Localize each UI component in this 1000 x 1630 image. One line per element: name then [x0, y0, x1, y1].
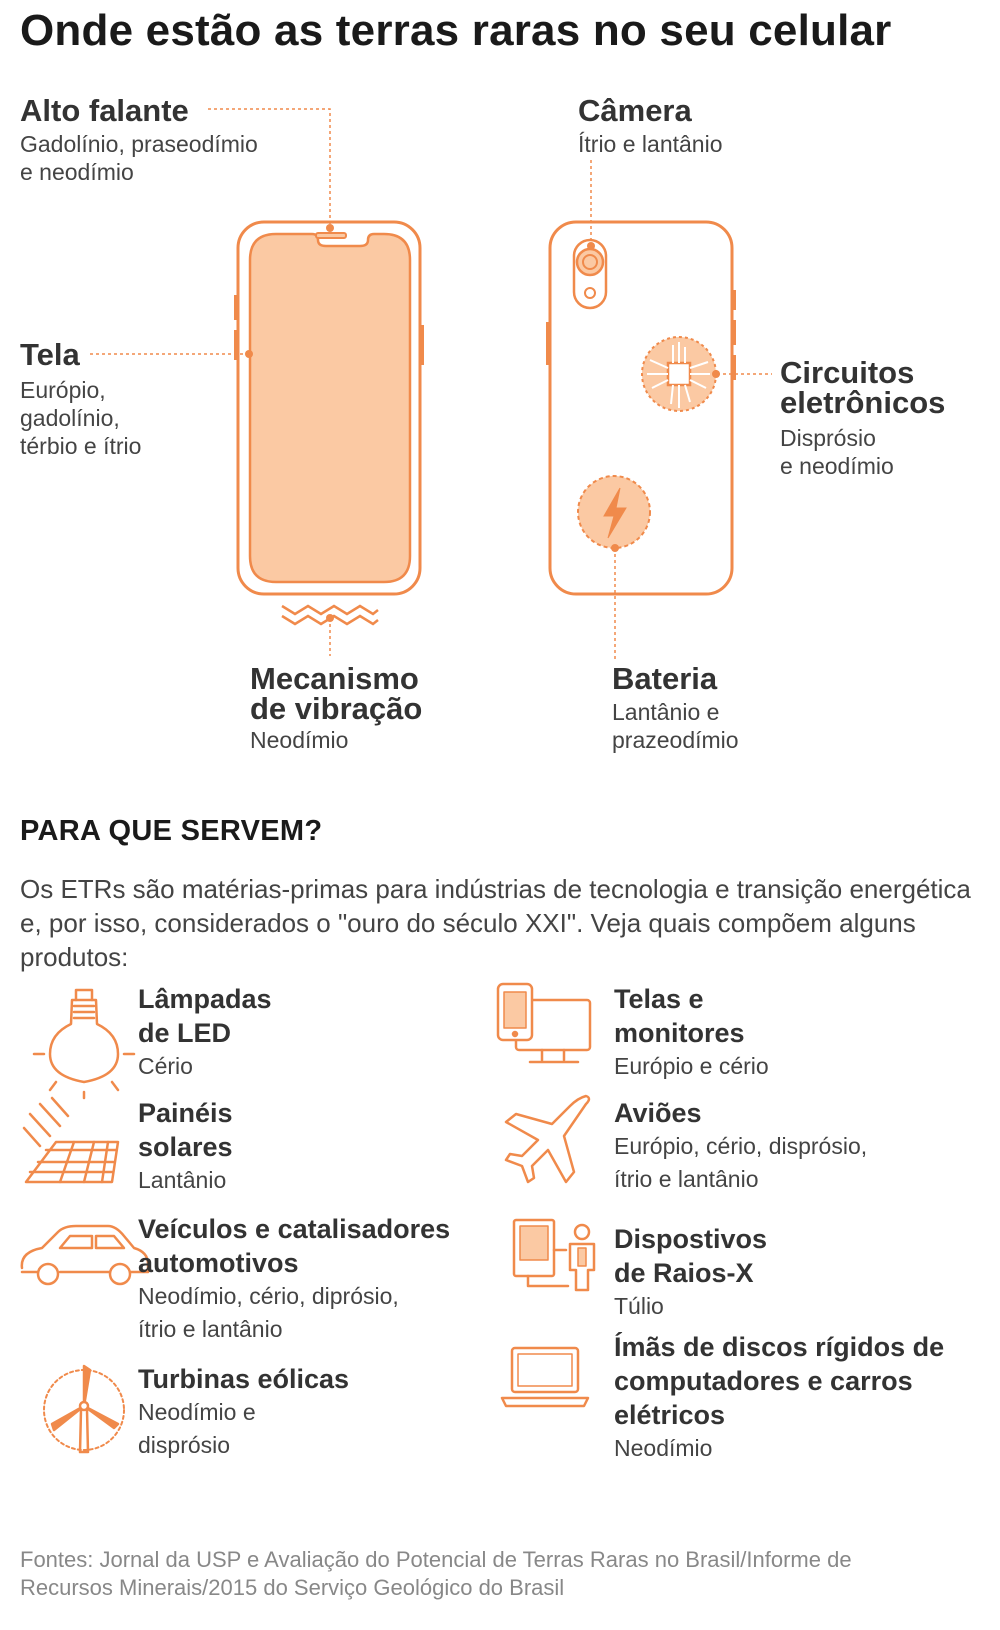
car-icon	[22, 1226, 148, 1284]
circuits-text-2: e neodímio	[780, 453, 894, 479]
wind-text-2: disprósio	[138, 1432, 231, 1458]
page-title: Onde estão as terras raras no seu celular	[20, 6, 892, 55]
laptop-icon	[502, 1348, 588, 1406]
product-led	[138, 982, 272, 1083]
camera-text-1: Ítrio e lantânio	[578, 131, 723, 157]
product-xray	[614, 1222, 767, 1323]
vibration-heading-1: Mecanismo	[250, 661, 419, 696]
circuits-heading-2: eletrônicos	[780, 385, 946, 420]
vibration-heading-2: de vibração	[250, 691, 423, 726]
planes-text-1: Európio, cério, disprósio,	[614, 1133, 868, 1159]
xray-heading-2: de Raios-X	[614, 1258, 754, 1288]
led-text-1: Cério	[138, 1053, 193, 1079]
sources-line-2: Recursos Minerais/2015 do Serviço Geológico do Brasil	[20, 1575, 565, 1600]
product-magnets	[614, 1330, 944, 1465]
magnets-heading-1: Ímãs de discos rígidos de	[614, 1332, 945, 1362]
planes-heading-1: Aviões	[614, 1098, 702, 1128]
screens-text-1: Európio e cério	[614, 1053, 769, 1079]
battery-heading: Bateria	[612, 661, 718, 696]
vibration-text-1: Neodímio	[250, 727, 349, 753]
xray-text-1: Túlio	[614, 1293, 664, 1319]
airplane-icon	[506, 1096, 589, 1182]
screen-text-2: gadolínio,	[20, 405, 120, 431]
screens-heading-1: Telas e	[614, 984, 704, 1014]
led-heading-1: Lâmpadas	[138, 984, 272, 1014]
product-vehicles	[138, 1212, 450, 1346]
wind-heading-1: Turbinas eólicas	[138, 1364, 350, 1394]
section-heading: PARA QUE SERVEM?	[20, 815, 323, 847]
magnets-heading-2: computadores e carros	[614, 1366, 913, 1396]
sources-line-1: Fontes: Jornal da USP e Avaliação do Potencial de Terras Raras no Brasil/Informe de	[20, 1547, 852, 1572]
xray-heading-1: Dispostivos	[614, 1224, 768, 1254]
vehicles-text-1: Neodímio, cério, diprósio,	[138, 1283, 399, 1309]
screen-text-1: Európio,	[20, 377, 106, 403]
circuits-text-1: Disprósio	[780, 425, 876, 451]
vehicles-text-2: ítrio e lantânio	[138, 1316, 283, 1342]
sources-footer	[20, 1546, 980, 1602]
camera-heading: Câmera	[578, 93, 692, 128]
circuits-heading-1: Circuitos	[780, 355, 915, 390]
battery-text-1: Lantânio e	[612, 699, 720, 725]
solar-text-1: Lantânio	[138, 1167, 227, 1193]
battery-text-2: prazeodímio	[612, 727, 739, 753]
solar-heading-2: solares	[138, 1132, 233, 1162]
product-screens	[614, 982, 769, 1083]
monitor-phone-icon	[498, 984, 590, 1062]
vehicles-heading-2: automotivos	[138, 1248, 299, 1278]
screens-heading-2: monitores	[614, 1018, 745, 1048]
speaker-text-1: Gadolínio, praseodímio	[20, 131, 258, 157]
wind-turbine-icon	[44, 1366, 124, 1452]
xray-device-icon	[514, 1220, 594, 1290]
product-planes	[614, 1096, 867, 1196]
speaker-heading: Alto falante	[20, 93, 189, 128]
planes-text-2: ítrio e lantânio	[614, 1166, 759, 1192]
screen-heading: Tela	[20, 337, 80, 372]
magnets-text-1: Neodímio	[614, 1435, 713, 1461]
led-heading-2: de LED	[138, 1018, 232, 1048]
lightbulb-icon	[34, 990, 134, 1098]
screen-text-3: térbio e ítrio	[20, 433, 142, 459]
magnets-heading-3: elétricos	[614, 1400, 726, 1430]
section-intro: Os ETRs são matérias-primas para indústrias de tecnologia e transição energética e, por isso, considerados o "ouro do século XXI". Veja quais compõem alguns produtos:	[20, 874, 971, 972]
product-wind	[138, 1362, 349, 1462]
solar-heading-1: Painéis	[138, 1098, 233, 1128]
solar-panel-icon	[24, 1098, 118, 1182]
vehicles-heading-1: Veículos e catalisadores	[138, 1214, 451, 1244]
product-solar	[138, 1096, 233, 1197]
speaker-text-2: e neodímio	[20, 159, 134, 185]
wind-text-1: Neodímio e	[138, 1399, 256, 1425]
